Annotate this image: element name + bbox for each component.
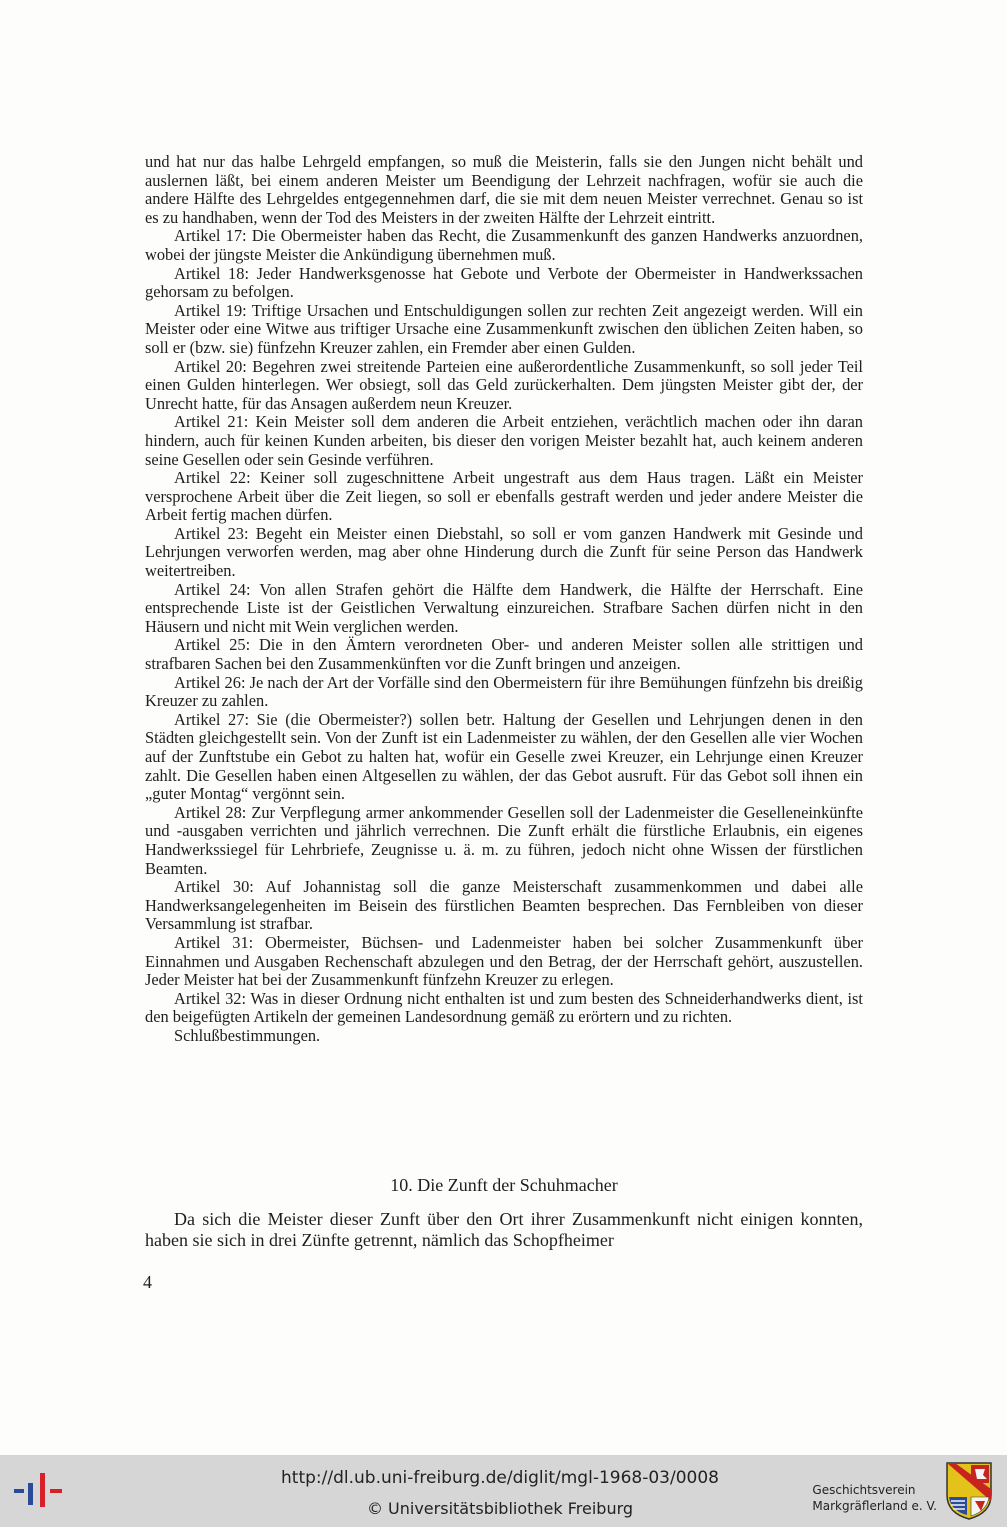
paragraph: Artikel 25: Die in den Ämtern verordneten Ober- und anderen Meister sollen alle strittigen und strafbaren Sachen bei den Zusammenkünften vor die Zunft bringen und anzeigen. bbox=[145, 635, 863, 674]
paragraph: Artikel 24: Von allen Strafen gehört die Hälfte dem Handwerk, die Hälfte der Herrschaft. Eine entsprechende Liste ist der Geistlichen Verwaltung einzureichen. Strafbare Sachen dürfen nicht in den Häusern und nicht mit Wein verglichen werden. bbox=[145, 579, 863, 636]
paragraph: und hat nur das halbe Lehrgeld empfangen, so muß die Meisterin, falls sie den Jungen nicht behält und auslernen läßt, bei einem anderen Meister um Beendigung der Lehrzeit nachfragen, wofür sie auch die andere Hälfte des Lehrgeldes entgegennehmen darf, die sie mit dem neuen Meister verrechnet. Genau so ist es zu handhaben, wenn der Tod des Meisters in der zweiten Hälfte der Lehrzeit eintritt. bbox=[145, 152, 863, 227]
paragraph: Artikel 21: Kein Meister soll dem anderen die Arbeit entziehen, verächtlich machen oder ihn daran hindern, auch für keinen Kunden arbeiten, bis dieser den vorigen Meister bezahlt hat, auch keinem anderen seine Gesellen oder sein Gesinde verführen. bbox=[145, 412, 863, 469]
paragraph: Artikel 27: Sie (die Obermeister?) sollen betr. Haltung der Gesellen und Lehrjungen denen in den Städten gleichgestellt sein. Von der Zunft ist ein Ladenmeister zu wählen, der den Gesellen alle vier Wochen auf der Zunftstube ein Gebot zu halten hat, wofür ein Geselle zwei Kreuzer, ein Lehrjunge einen Kreuzer zahlt. Die Gesellen haben einen Altgesellen zu wählen, der das Gebot ausruft. Für das Gebot soll ihnen ein „guter Montag“ vergönnt sein. bbox=[145, 709, 863, 804]
paragraph: Artikel 28: Zur Verpflegung armer ankommender Gesellen soll der Ladenmeister die Geselleneinkünfte und -ausgaben verrichten und jährlich verrechnen. Die Zunft erhält die fürstliche Erlaubnis, ein eigenes Handwerkssiegel für Lehrbriefe, Zeugnisse u. ä. m. zu führen, jedoch nicht ohne Wissen der fürstlichen Beamten. bbox=[145, 802, 863, 878]
body-text bbox=[145, 153, 863, 1046]
footer-bar bbox=[0, 1455, 1007, 1527]
page-number: 4 bbox=[143, 1272, 152, 1292]
coat-of-arms-icon bbox=[945, 1461, 993, 1521]
paragraph: Artikel 22: Keiner soll zugeschnittene Arbeit ungestraft aus dem Haus tragen. Läßt ein Meister versprochene Arbeit über die Zeit liegen, so soll er ebenfalls gestraft werden und jeder andere Meister die Arbeit fertig machen dürfen. bbox=[145, 468, 863, 525]
paragraph: Schlußbestimmungen. bbox=[174, 1025, 321, 1045]
ub-freiburg-logo-icon[interactable] bbox=[14, 1469, 64, 1513]
paragraph: Da sich die Meister dieser Zunft über den Ort ihrer Zusammenkunft nicht einigen konnten, haben sie sich in drei Zünfte getrennt, nämlich das Schopfheimer bbox=[145, 1209, 863, 1250]
paragraph: Artikel 31: Obermeister, Büchsen- und Ladenmeister haben bei solcher Zusammenkunft über Einnahmen und Ausgaben Rechenschaft abzulegen und den Betrag, der der Herrschaft gehört, auszustellen. Jeder Meister hat bei der Zusammenkunft fünfzehn Kreuzer zu erlegen. bbox=[145, 932, 863, 990]
section-text bbox=[145, 1209, 863, 1251]
paragraph: Artikel 17: Die Obermeister haben das Recht, die Zusammenkunft des ganzen Handwerks anzuordnen, wobei der jüngste Meister die Ankündigung übernehmen muß. bbox=[145, 226, 863, 264]
paragraph: Artikel 18: Jeder Handwerksgenosse hat Gebote und Verbote der Obermeister in Handwerkssachen gehorsam zu befolgen. bbox=[145, 263, 863, 302]
org-line-2: Markgräflerland e. V. bbox=[812, 1499, 937, 1513]
paragraph: Artikel 32: Was in dieser Ordnung nicht enthalten ist und zum besten des Schneiderhandwerks dient, ist den beigefügten Artikeln der gemeinen Landesordnung gemäß zu erörtern und zu richten. bbox=[145, 988, 863, 1027]
section-heading: 10. Die Zunft der Schuhmacher bbox=[390, 1175, 618, 1195]
permalink-url[interactable]: http://dl.ub.uni-freiburg.de/diglit/mgl-1968-03/0008 bbox=[281, 1468, 719, 1488]
org-line-1: Geschichtsverein bbox=[812, 1483, 916, 1497]
paragraph: Artikel 20: Begehren zwei streitende Parteien eine außerordentliche Zusammenkunft, so soll jeder Teil einen Gulden hinterlegen. Wer obsiegt, soll das Geld zurückerhalten. Dem jüngsten Meister gibt der, der Unrecht hatte, für das Ansagen außerdem neun Kreuzer. bbox=[145, 356, 863, 413]
paragraph: Artikel 19: Triftige Ursachen und Entschuldigungen sollen zur rechten Zeit angezeigt werden. Will ein Meister oder eine Witwe aus triftiger Ursache eine Zusammenkunft zwischen den üblichen Zeiten haben, so soll er (bzw. sie) fünfzehn Kreuzer zahlen, ein Fremder aber einen Gulden. bbox=[145, 300, 863, 357]
paragraph: Artikel 23: Begeht ein Meister einen Diebstahl, so soll er vom ganzen Handwerk mit Gesinde und Lehrjungen verworfen werden, mag aber ohne Hinderung durch die Zunft für seine Person das Handwerk weitertreiben. bbox=[145, 523, 863, 581]
copyright-text: © Universitätsbibliothek Freiburg bbox=[366, 1499, 634, 1518]
paragraph: Artikel 30: Auf Johannistag soll die ganze Meisterschaft zusammenkommen und dabei alle Handwerksangelegenheiten im Beisein des fürstlichen Beamten besprechen. Das Fernbleiben von dieser Versammlung ist strafbar. bbox=[145, 877, 863, 934]
paragraph: Artikel 26: Je nach der Art der Vorfälle sind den Obermeistern für ihre Bemühungen fünfzehn bis dreißig Kreuzer zu zahlen. bbox=[145, 672, 863, 711]
organization-name bbox=[812, 1482, 937, 1514]
